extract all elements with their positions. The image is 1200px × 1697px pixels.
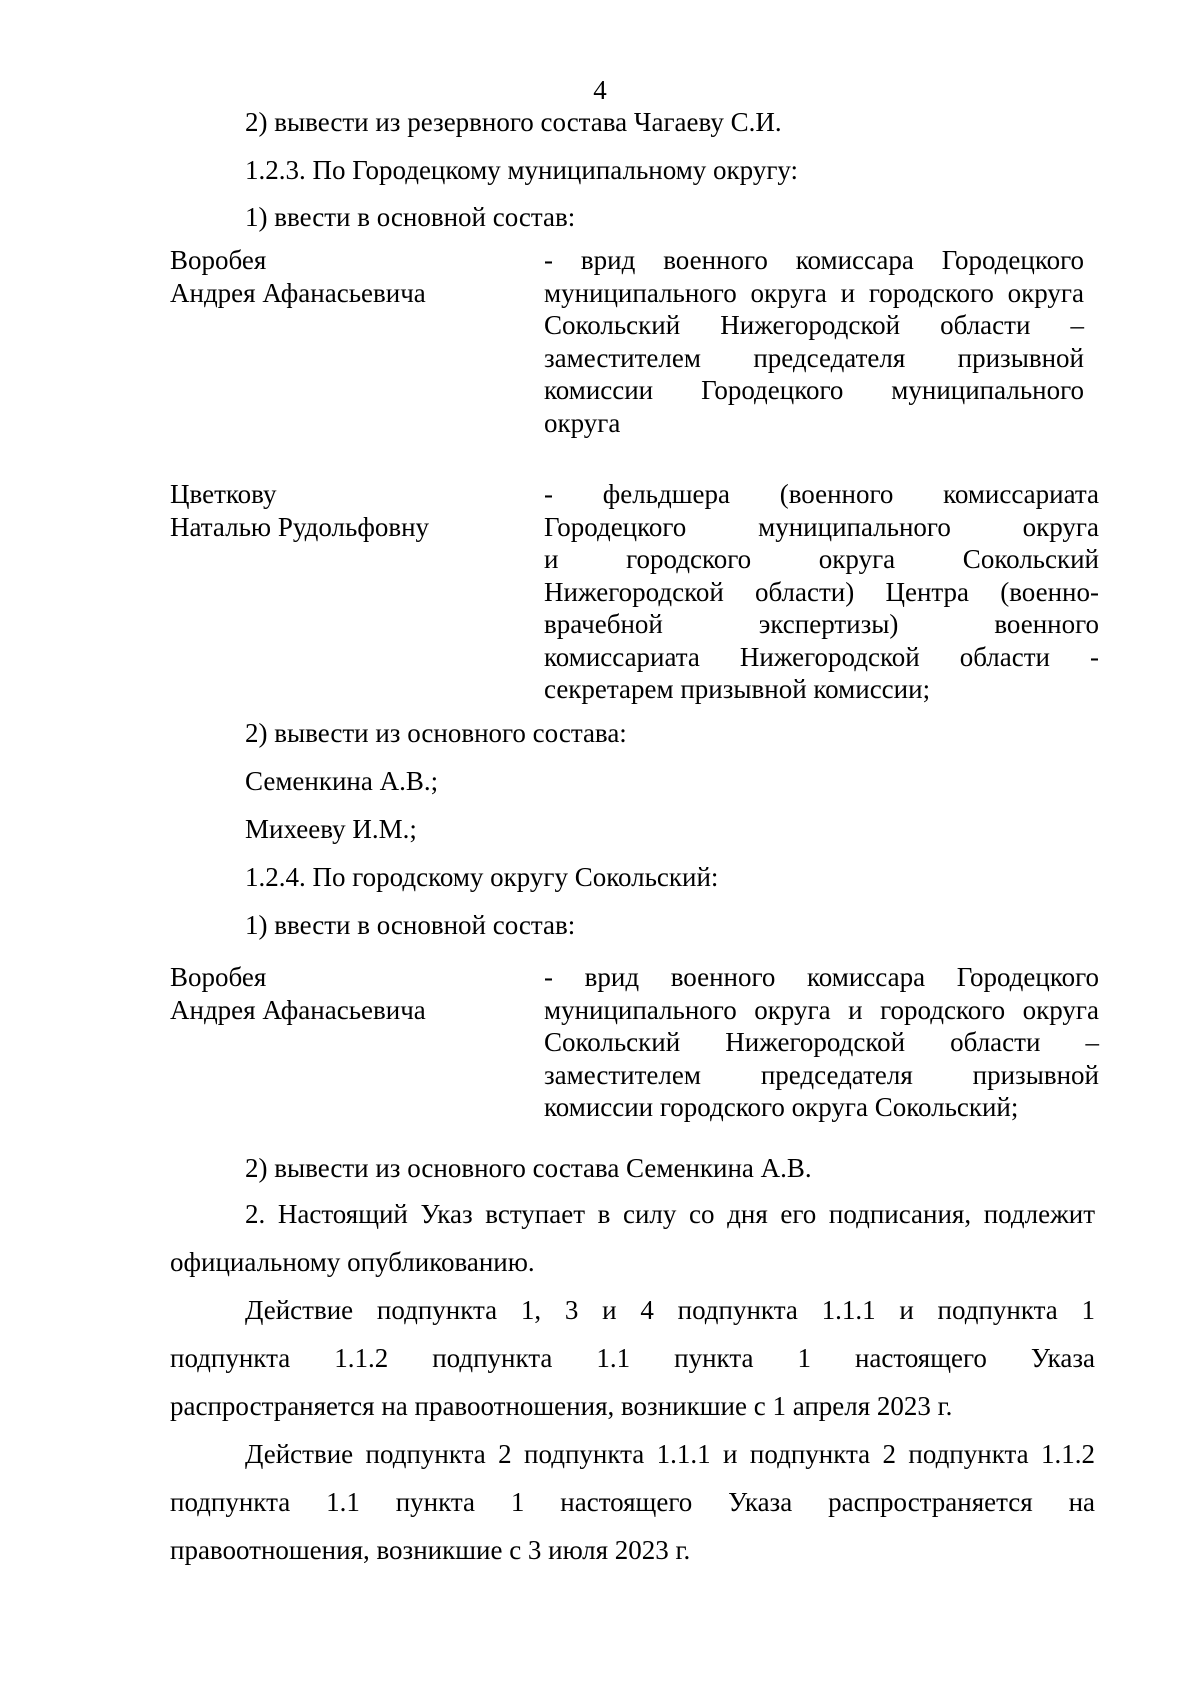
text-line-add-main: 1) ввести в основной состав: (245, 202, 576, 232)
member-given-names: Наталью Рудольфовну (170, 511, 430, 542)
removed-member: Михееву И.М.; (245, 814, 417, 844)
paragraph-line: правоотношения, возникшие с 3 июля 2023 г. (170, 1535, 691, 1565)
paragraph-line: 2. Настоящий Указ вступает в силу со дня его подписания, подлежит (245, 1199, 1095, 1229)
member-surname: Воробея (170, 962, 267, 992)
page-number: 4 (593, 75, 607, 105)
section-heading-gorodets: 1.2.3. По Городецкому муниципальному округу: (245, 155, 799, 185)
paragraph-line: подпункта 1.1.2 подпункта 1.1 пункта 1 настоящего Указа (170, 1343, 1095, 1373)
member-name (170, 961, 510, 1026)
role-line: Нижегородской области) Центра (военно- (544, 576, 1099, 607)
member-role-description (544, 478, 1099, 706)
role-line: Сокольский Нижегородской области – (544, 1027, 1099, 1057)
paragraph-effect-july (170, 1430, 1095, 1574)
role-line: Городецкого муниципального округа (544, 511, 1099, 542)
role-line: - врид военного комиссара Городецкого (544, 245, 1084, 275)
role-line: комиссии городского округа Сокольский; (544, 1092, 1019, 1122)
member-name (170, 244, 510, 309)
member-surname: Цветкову (170, 479, 277, 509)
paragraph-line: подпункта 1.1 пункта 1 настоящего Указа распространяется на (170, 1487, 1095, 1517)
text-line-reserve-removal: 2) вывести из резервного состава Чагаеву С.И. (245, 107, 782, 137)
text-line-add-main: 1) ввести в основной состав: (245, 910, 576, 940)
member-surname: Воробея (170, 245, 267, 275)
role-line: заместителем председателя призывной (544, 1059, 1099, 1090)
role-line: муниципального округа и городского округа (544, 994, 1099, 1025)
removed-member: Семенкина А.В.; (245, 766, 439, 796)
role-line: - фельдшера (военного комиссариата (544, 479, 1099, 509)
role-line: секретарем призывной комиссии; (544, 674, 931, 704)
role-line: комиссариата Нижегородской области - (544, 641, 1099, 672)
member-given-names: Андрея Афанасьевича (170, 277, 426, 308)
paragraph-line: официальному опубликованию. (170, 1247, 535, 1277)
member-given-names: Андрея Афанасьевича (170, 994, 426, 1025)
member-role-description (544, 961, 1099, 1124)
role-line: комиссии Городецкого муниципального (544, 375, 1084, 405)
role-line: и городского округа Сокольский (544, 544, 1099, 574)
member-role-description (544, 244, 1084, 439)
paragraph-effect-april (170, 1286, 1095, 1430)
paragraph-line: Действие подпункта 2 подпункта 1.1.1 и подпункта 2 подпункта 1.1.2 (245, 1439, 1095, 1469)
paragraph-entry-into-force (170, 1190, 1095, 1286)
paragraph-line: распространяется на правоотношения, возникшие с 1 апреля 2023 г. (170, 1391, 953, 1421)
role-line: округа (544, 407, 621, 438)
member-name (170, 478, 510, 543)
role-line: заместителем председателя призывной (544, 342, 1084, 373)
role-line: Сокольский Нижегородской области – (544, 310, 1084, 340)
role-line: муниципального округа и городского округа (544, 277, 1084, 308)
text-line-remove-main: 2) вывести из основного состава Семенкина А.В. (245, 1153, 812, 1183)
paragraph-line: Действие подпункта 1, 3 и 4 подпункта 1.1.1 и подпункта 1 (245, 1295, 1095, 1325)
text-line-remove-main: 2) вывести из основного состава: (245, 718, 627, 748)
role-line: врачебной экспертизы) военного (544, 609, 1099, 639)
section-heading-sokolsky: 1.2.4. По городскому округу Сокольский: (245, 862, 719, 892)
role-line: - врид военного комиссара Городецкого (544, 962, 1099, 992)
